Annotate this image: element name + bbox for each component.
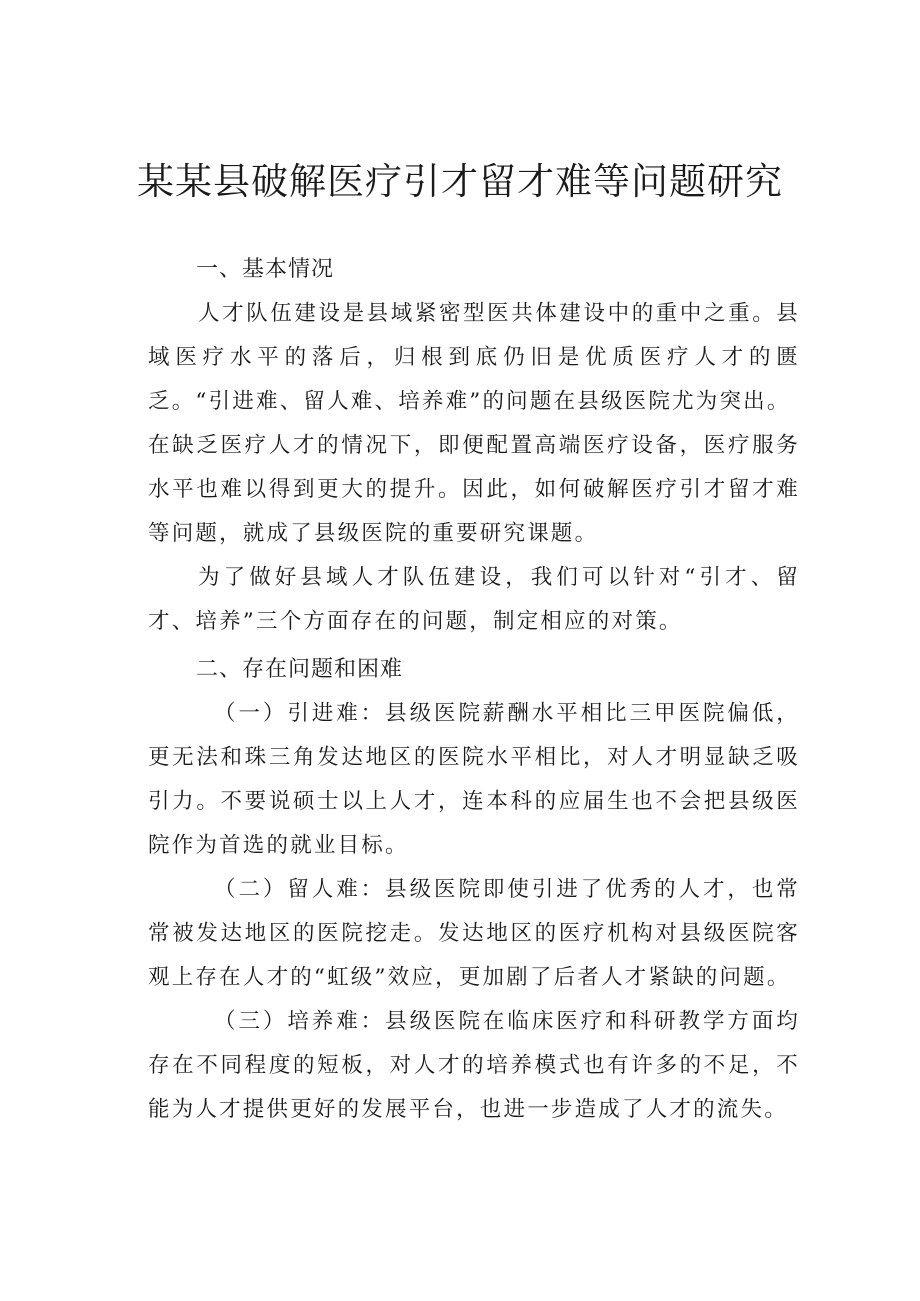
paragraph: （一）引进难：县级医院薪酬水平相比三甲医院偏低，更无法和珠三角发达地区的医院水平相比，对人才明显缺乏吸引力。不要说硕士以上人才，连本科的应届生也不会把县级医院作为首选的就业目标。	[148, 701, 800, 858]
document-body	[148, 248, 800, 1132]
paragraph: （二）留人难：县级医院即使引进了优秀的人才，也常常被发达地区的医院挖走。发达地区的医疗机构对县级医院客观上存在人才的“虹级”效应，更加剧了后者人才紧缺的问题。	[148, 877, 800, 990]
paragraph: （三）培养难：县级医院在临床医疗和科研教学方面均存在不同程度的短板，对人才的培养模式也有许多的不足，不能为人才提供更好的发展平台，也进一步造成了人才的流失。	[148, 1009, 800, 1122]
paragraph: 为了做好县域人才队伍建设，我们可以针对“引才、留才、培养”三个方面存在的问题，制定相应的对策。	[148, 565, 800, 634]
paragraph: 在缺乏医疗人才的情况下，即便配置高端医疗设备，医疗服务水平也难以得到更大的提升。因此，如何破解医疗引才留才难等问题，就成了县级医院的重要研究课题。	[148, 433, 800, 546]
paragraph: 人才队伍建设是县域紧密型医共体建设中的重中之重。县域医疗水平的落后，归根到底仍旧是优质医疗人才的匮乏。“引进难、留人难、培养难”的问题在县级医院尤为突出。	[148, 301, 800, 414]
section-heading-basic-situation: 一、基本情况	[196, 257, 335, 282]
section-heading-problems: 二、存在问题和困难	[196, 657, 404, 682]
document-title: 某某县破解医疗引才留才难等问题研究	[137, 160, 783, 203]
